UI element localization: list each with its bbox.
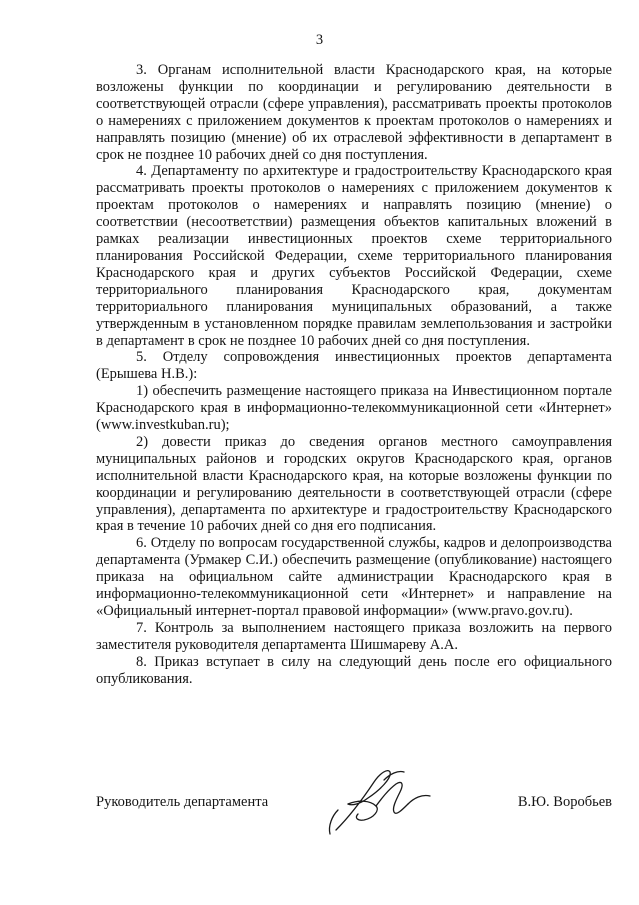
page-number: 3 (315, 32, 324, 48)
signatory-name: В.Ю. Воробьев (517, 794, 612, 810)
paragraph-8: 8. Приказ вступает в силу на следующий день после его официального опубликования. (96, 653, 612, 687)
paragraph-5-item-2: 2) довести приказ до сведения органов местного самоуправления муниципальных районов и городских округов Краснодарского края, органов исполнительной власти Краснодарского края, на которые возложены функции по координации и регулированию деятельности в соответствующей отрасли (сфере управления), департамента по архитектуре и градостроительству Краснодарского края в течение 10 рабочих дней со дня его подписания. (96, 433, 612, 535)
paragraph-5: 5. Отделу сопровождения инвестиционных проектов департамента (Ерышева Н.В.): (96, 349, 612, 383)
paragraph-3: 3. Органам исполнительной власти Краснодарского края, на которые возложены функции по координации и регулированию деятельности в соответствующей отрасли (сфере управления), рассматривать проекты протоколов о намерениях с приложением документов к проектам протоколов о намерениях и направлять позицию (мнение) об их отраслевой эффективности в департамент в срок не позднее 10 рабочих дней со дня поступления. (96, 62, 612, 163)
paragraph-7: 7. Контроль за выполнением настоящего приказа возложить на первого заместителя руководителя департамента Шишмареву А.А. (96, 619, 612, 653)
paragraph-4: 4. Департаменту по архитектуре и градостроительству Краснодарского края рассматривать проекты протоколов о намерениях с приложением документов к проектам протоколов о намерениях и направлять позицию (мнение) о соответствии (несоответствии) размещения объектов капитальных вложений в рамках реализации инвестиционных проектов схеме территориального планирования Российской Федерации, схеме территориального планирования Краснодарского края и других субъектов Российской Федерации, схеме территориального планирования Краснодарского края, документам территориального планирования муниципальных образований, а также утвержденным в установленном порядке правилам землепользования и застройки в департамент в срок не позднее 10 рабочих дней со дня поступления. (96, 163, 612, 349)
paragraph-5-item-1: 1) обеспечить размещение настоящего приказа на Инвестиционном портале Краснодарского края в информационно-телекоммуникационной сети «Интернет» (www.investkuban.ru); (96, 383, 612, 434)
signatory-title: Руководитель департамента (96, 794, 269, 810)
paragraph-6: 6. Отделу по вопросам государственной службы, кадров и делопроизводства департамента (Урмакер С.И.) обеспечить размещение (опубликование) настоящего приказа на официальном сайте администрации Краснодарского края в информационно-телекоммуникационной сети «Интернет» и направление на «Официальный интернет-портал правовой информации» (www.pravo.gov.ru). (96, 535, 612, 619)
document-body (96, 62, 612, 688)
signature-block (96, 792, 612, 814)
